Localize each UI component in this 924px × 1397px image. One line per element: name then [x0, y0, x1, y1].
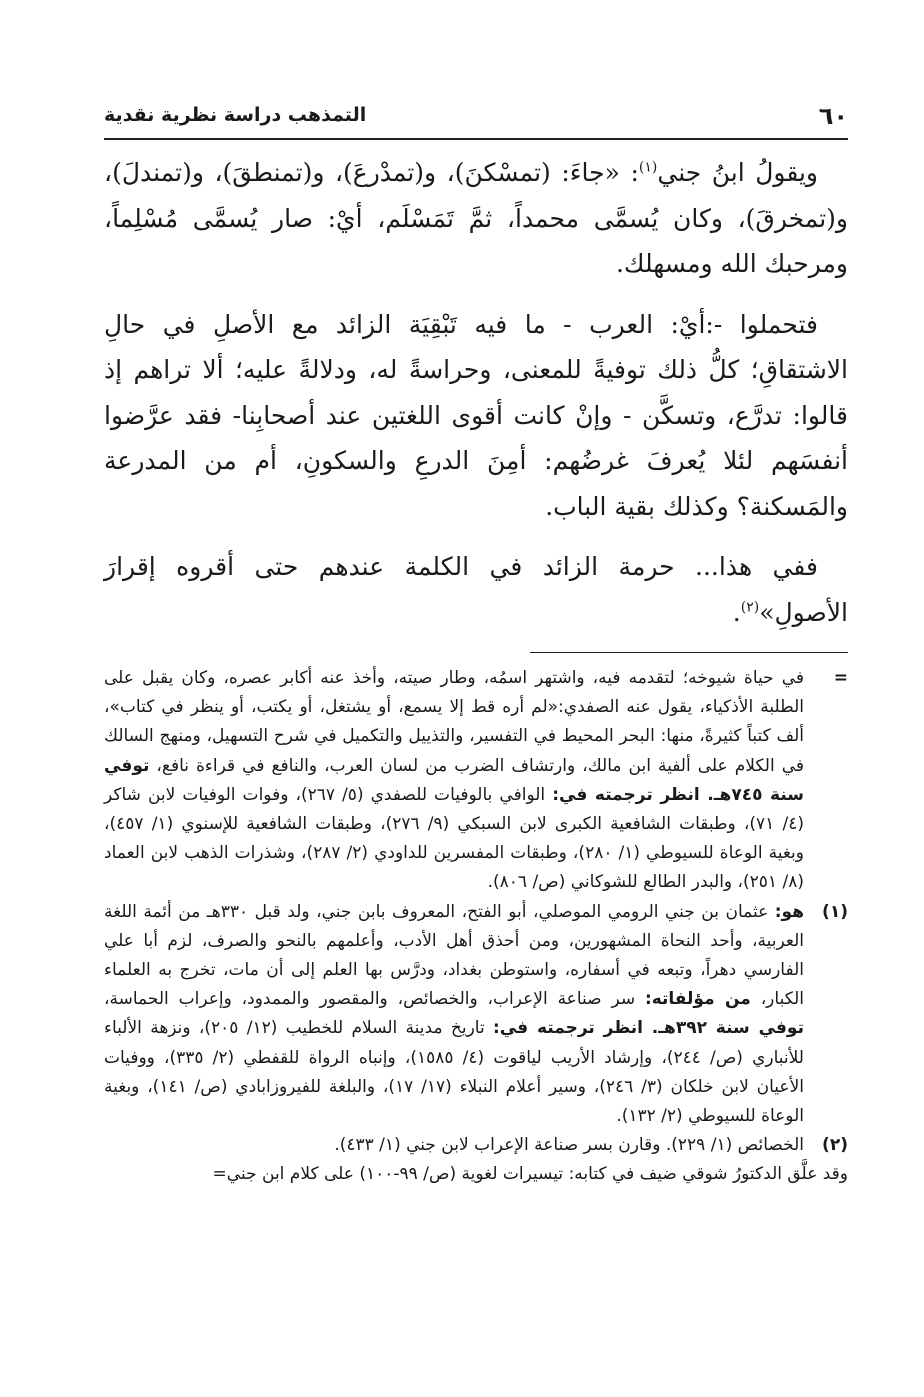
paragraph-1 [104, 150, 848, 287]
footnote-continuation [104, 664, 848, 898]
footnotes [104, 664, 848, 1190]
footnote-1-bold-works: من مؤلفاته: [644, 989, 751, 1010]
running-title: التمذهب دراسة نظرية نقدية [104, 104, 367, 126]
paragraph-3-part-a: ففي هذا... حرمة الزائد في الكلمة عندهم حتى أقروه إقرارَ الأصولِ» [104, 552, 848, 627]
footnote-1-bold-death: توفي سنة ٣٩٢هـ. انظر ترجمته في: [493, 1018, 804, 1039]
footnote-ref-1: (١) [638, 159, 658, 176]
footnote-2-continuation: وقد علَّق الدكتورُ شوقي ضيف في كتابه: تيسيرات لغوية (ص/ ٩٩-١٠٠) على كلام ابن جني= [212, 1164, 848, 1185]
footnote-1-bold-lead: هو: [774, 901, 804, 922]
page-header [104, 98, 848, 140]
footnote-1-text-2: سر صناعة الإعراب، والخصائص، والمقصور والممدود، وإعراب الحماسة، [104, 989, 645, 1010]
page-number: ٦٠ [818, 102, 848, 130]
footnote-separator [530, 652, 848, 653]
paragraph-2: فتحملوا -:أيْ: العرب - ما فيه تَبْقِيَة الزائد مع الأصلِ في حالِ الاشتقاقِ؛ كلُّ ذلك توفيةً للمعنى، وحراسةً له، ودلالةً عليه؛ ألا تراهم إذ قالوا: تدرَّع، وتسكَّن - وإنْ كانت أقوى اللغتين عند أصحابِنا- فقد عرَّضوا أنفسَهم لئلا يُعرفَ غرضُهم: أمِنَ الدرعِ والسكونِ، أم من المدرعة والمَسكنة؟ وكذلك بقية الباب. [104, 309, 848, 521]
paragraph-3 [104, 544, 848, 635]
footnote-continuation-bold: توفي سنة ٧٤٥هـ. انظر ترجمته في: [104, 755, 804, 805]
footnote-2-mark: (٢) [822, 1135, 848, 1156]
main-text [104, 150, 848, 650]
continuation-mark: = [833, 668, 848, 688]
footnote-1 [104, 898, 848, 1132]
footnote-1-text-1: عثمان بن جني الرومي الموصلي، أبو الفتح، المعروف بابن جني، ولد قبل ٣٣٠هـ من أئمة اللغة العربية، وأحد النحاة المشهورين، ومن أحذق أهل الأدب، وأعلمهم بالنحو والصرف، لزم أبا علي الفارسي دهراً، وتبعه في أسفاره، واستوطن بغداد، ودرَّس بها العلم إلى أن مات، تخرج به العلماء الكبار، [104, 901, 804, 1010]
footnote-1-mark: (١) [822, 901, 848, 922]
footnote-ref-2: (٢) [740, 599, 760, 616]
footnote-continuation-text-2: الوافي بالوفيات للصفدي (٥/ ٢٦٧)، وفوات الوفيات لابن شاكر (٤/ ٧١)، وطبقات الشافعية الكبرى لابن السبكي (٩/ ٢٧٦)، وطبقات الشافعية للإسنوي (١/ ٤٥٧)، وبغية الوعاة للسيوطي (١/ ٢٨٠)، وطبقات المفسرين للداودي (٢/ ٢٨٧)، وشذرات الذهب لابن العماد (٨/ ٢٥١)، والبدر الطالع للشوكاني (ص/ ٨٠٦). [104, 784, 804, 893]
paragraph-3-part-b: . [732, 597, 741, 627]
footnote-2 [104, 1131, 848, 1160]
footnote-continuation-text-1: في حياة شيوخه؛ لتقدمه فيه، واشتهر اسمُه، وطار صيته، وأخذ عنه أكابر عصره، وكان يقبل على الطلبة الأذكياء، يقول عنه الصفدي:«لم أره قط إلا يسمع، أو يشتغل، أو يكتب، أو ينظر في كتاب»، ألف كتباً كثيرةً، منها: البحر المحيط في التفسير، والتذييل والتكميل في شرح التسهيل، ومنهج السالك في الكلام على ألفية ابن مالك، وارتشاف الضرب من لسان العرب، والنافع في قراءة نافع، [104, 668, 804, 776]
footnote-2-text-1: الخصائص (١/ ٢٢٩). وقارن بسر صناعة الإعراب لابن جني (١/ ٤٣٣). [334, 1135, 804, 1156]
footnote-1-text-3: تاريخ مدينة السلام للخطيب (١٢/ ٢٠٥)، ونزهة الألباء للأنباري (ص/ ٢٤٤)، وإرشاد الأريب لياقوت (٤/ ١٥٨٥)، وإنباه الرواة للقفطي (٢/ ٣٣٥)، ووفيات الأعيان لابن خلكان (٣/ ٢٤٦)، وسير أعلام النبلاء (١٧/ ١٧)، والبلغة للفيروزابادي (ص/ ١٤١)، وبغية الوعاة للسيوطي (٢/ ١٣٢). [104, 1018, 804, 1127]
paragraph-1-part-a: ويقولُ ابنُ جني [657, 158, 818, 187]
paragraph-1-part-b: : «جاءَ: (تمسْكنَ)، و(تمدْرعَ)، و(تمنطقَ)، و(تمندلَ)، و(تمخرقَ)، وكان يُسمَّى محمداً، ثمَّ تَمَسْلَم، أيْ: صار يُسمَّى مُسْلِماً، ومرحبك الله ومسهلك. [104, 158, 848, 278]
